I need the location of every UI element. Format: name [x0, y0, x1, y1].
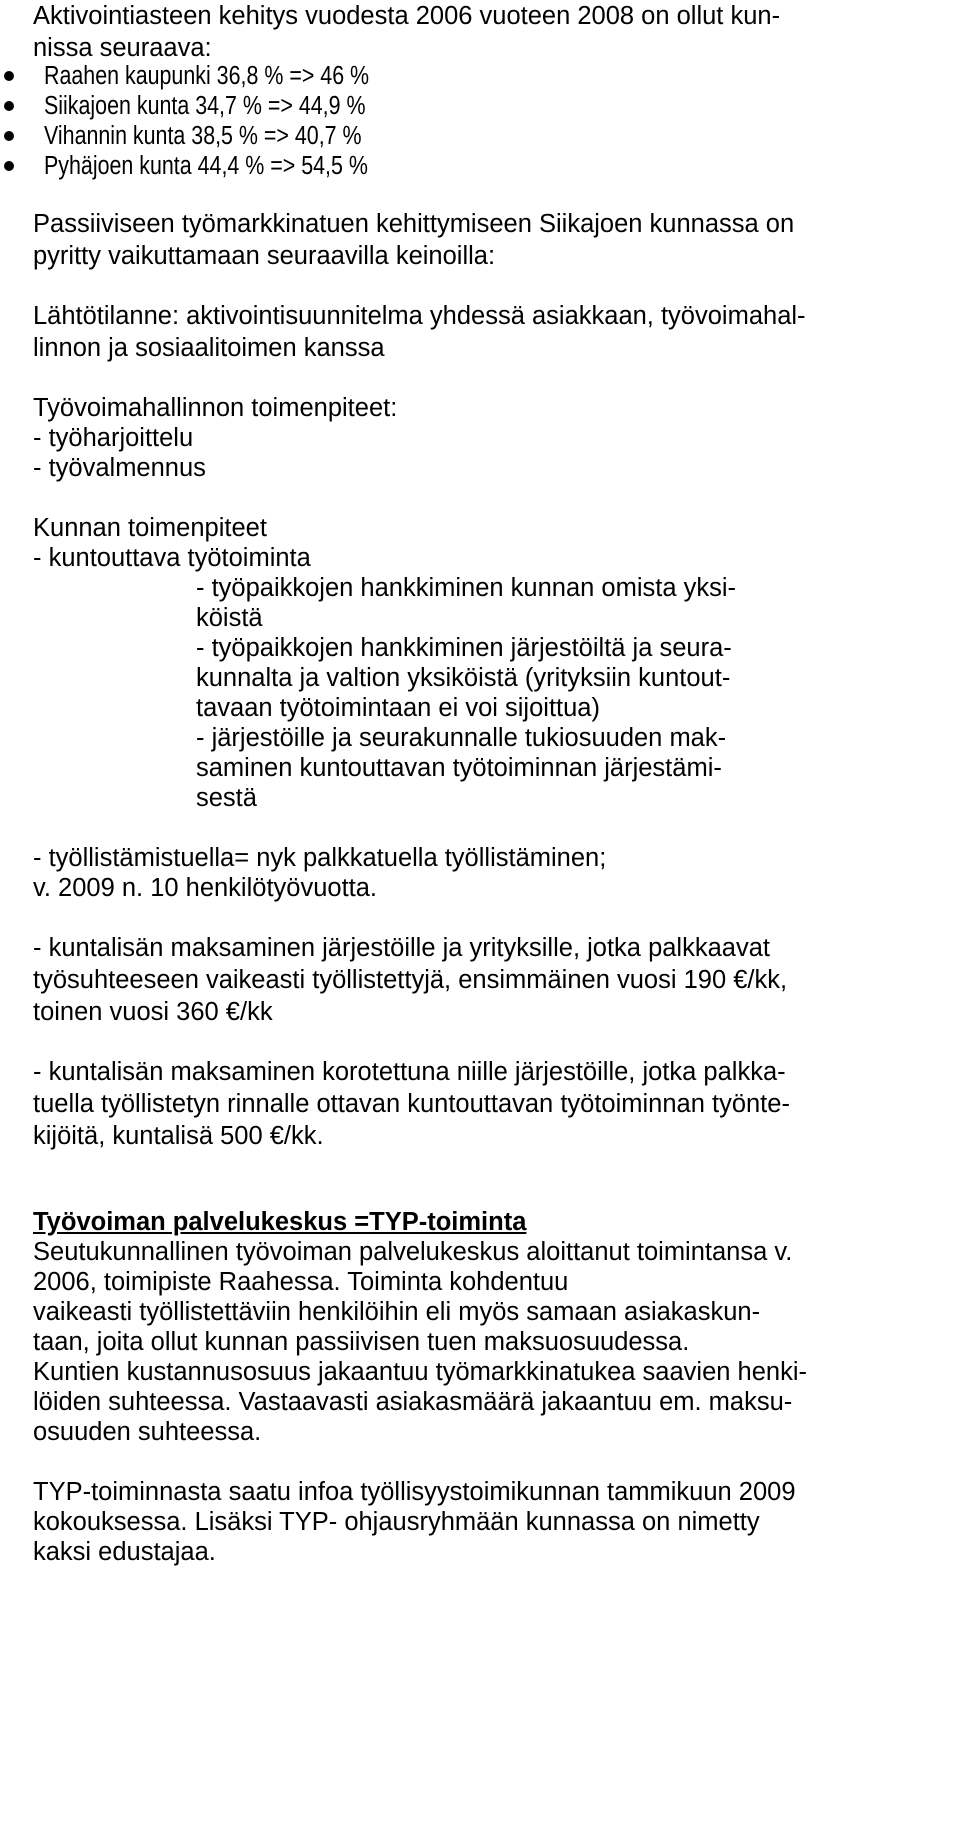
sub-item-line: - työpaikkojen hankkiminen kunnan omista yksi- [196, 574, 737, 602]
bullet-icon [4, 101, 14, 111]
info-line: kaksi edustajaa. [33, 1538, 216, 1566]
payment-line: toinen vuosi 360 €/kk [33, 998, 273, 1026]
payment-line: työsuhteeseen vaikeasti työllistettyjä, ensimmäinen vuosi 190 €/kk, [33, 966, 788, 994]
sub-item-line: saminen kuntouttavan työtoiminnan järjestämi- [196, 754, 722, 782]
typ-line: löiden suhteessa. Vastaavasti asiakasmäärä jakaantuu em. maksu- [33, 1388, 793, 1416]
start-line: linnon ja sosiaalitoimen kanssa [33, 334, 385, 362]
stats-item: Raahen kaupunki 36,8 % => 46 % [44, 62, 370, 90]
sub-item-line: - työpaikkojen hankkiminen järjestöiltä ja seura- [196, 634, 732, 662]
intro-line: nissa seuraava: [33, 34, 212, 62]
payment-line: - kuntalisän maksaminen korotettuna niille järjestöille, jotka palkka- [33, 1058, 786, 1086]
sub-item-line: sestä [196, 784, 257, 812]
payment-line: - kuntalisän maksaminen järjestöille ja yrityksille, jotka palkkaavat [33, 934, 770, 962]
stats-item: Siikajoen kunta 34,7 % => 44,9 % [44, 92, 366, 120]
info-line: kokouksessa. Lisäksi TYP- ohjausryhmään kunnassa on nimetty [33, 1508, 760, 1536]
sub-item-line: tavaan työtoimintaan ei voi sijoittua) [196, 694, 600, 722]
typ-line: osuuden suhteessa. [33, 1418, 262, 1446]
passive-line: Passiiviseen työmarkkinatuen kehittymiseen Siikajoen kunnassa on [33, 210, 795, 238]
support-line: v. 2009 n. 10 henkilötyövuotta. [33, 874, 378, 902]
typ-line: vaikeasti työllistettäviin henkilöihin eli myös samaan asiakaskun- [33, 1298, 761, 1326]
bullet-icon [4, 71, 14, 81]
bullet-icon [4, 161, 14, 171]
sub-item-line: kunnalta ja valtion yksiköistä (yrityksiin kuntout- [196, 664, 731, 692]
section-title: Työvoimahallinnon toimenpiteet: [33, 394, 398, 422]
section-title: Kunnan toimenpiteet [33, 514, 267, 542]
intro-line: Aktivointiasteen kehitys vuodesta 2006 vuoteen 2008 on ollut kun- [33, 2, 781, 30]
start-line: Lähtötilanne: aktivointisuunnitelma yhdessä asiakkaan, työvoimahal- [33, 302, 806, 330]
bullet-icon [4, 131, 14, 141]
typ-line: 2006, toimipiste Raahessa. Toiminta kohdentuu [33, 1268, 569, 1296]
list-item: - työharjoittelu [33, 424, 194, 452]
passive-line: pyritty vaikuttamaan seuraavilla keinoilla: [33, 242, 496, 270]
typ-line: Seutukunnallinen työvoiman palvelukeskus aloittanut toimintansa v. [33, 1238, 793, 1266]
payment-line: kijöitä, kuntalisä 500 €/kk. [33, 1122, 324, 1150]
list-item: - kuntouttava työtoiminta [33, 544, 311, 572]
stats-item: Vihannin kunta 38,5 % => 40,7 % [44, 122, 362, 150]
info-line: TYP-toiminnasta saatu infoa työllisyystoimikunnan tammikuun 2009 [33, 1478, 796, 1506]
sub-item-line: köistä [196, 604, 263, 632]
sub-item-line: - järjestöille ja seurakunnalle tukiosuuden mak- [196, 724, 727, 752]
typ-line: Kuntien kustannusosuus jakaantuu työmarkkinatukea saavien henki- [33, 1358, 807, 1386]
payment-line: tuella työllistetyn rinnalle ottavan kuntouttavan työtoiminnan työnte- [33, 1090, 790, 1118]
support-line: - työllistämistuella= nyk palkkatuella työllistäminen; [33, 844, 607, 872]
stats-item: Pyhäjoen kunta 44,4 % => 54,5 % [44, 152, 368, 180]
typ-heading: Työvoiman palvelukeskus =TYP-toiminta [33, 1208, 527, 1236]
list-item: - työvalmennus [33, 454, 206, 482]
typ-line: taan, joita ollut kunnan passiivisen tuen maksuosuudessa. [33, 1328, 690, 1356]
